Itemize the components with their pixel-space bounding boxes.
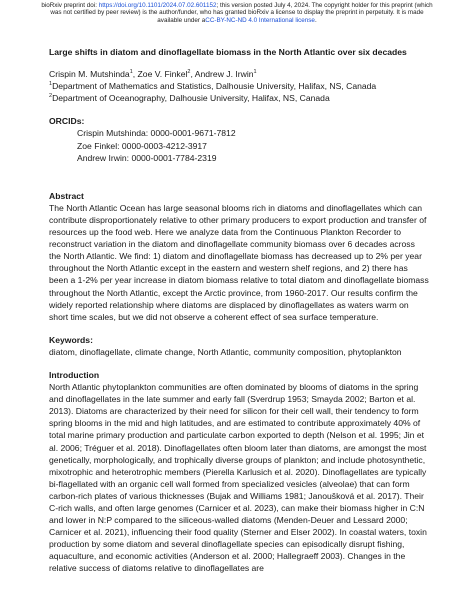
keywords-heading: Keywords:	[49, 334, 93, 345]
affiliation	[49, 80, 429, 92]
header-text: .	[314, 16, 317, 24]
doi-link[interactable]: https://doi.org/10.1101/2024.07.02.601152	[98, 2, 217, 9]
affiliation-text: Department of Mathematics and Statistics, Dalhousie University, Halifax, NS, Canada	[52, 81, 377, 92]
orcid-entry: Andrew Irwin: 0000-0001-7784-2319	[77, 152, 217, 163]
orcid-entry: Crispin Mutshinda: 0000-0001-9671-7812	[77, 128, 236, 139]
affiliation-marker: 2	[49, 93, 53, 100]
paper-title: Large shifts in diatom and dinoflagellate biomass in the North Atlantic over six decades	[49, 47, 407, 57]
author-list	[49, 68, 429, 80]
abstract-text: The North Atlantic Ocean has large seasonal blooms rich in diatoms and dinoflagellates which can contribute disproportionately relative to other primary producers to export production and transfer of resources up the food web. Here we analyze data from the Continuous Plankton Recorder to reconstruct variation in the diatom and dinoflagellate community biomass over 6 decades across the North Atlantic. We find: 1) diatom and dinoflagellate biomass has decreased up to 2% per year throughout the North Atlantic except in the eastern and western shelf regions, and 2) there has been a 1-2% per year increase in diatom biomass relative to total diatom and dinoflagellate biomass throughout the North Atlantic, except the Arctic province, from 1960-2017. Our results confirm the widely reported relationship where diatoms are displaced by dinoflagellates as waters warm on short time scales, but we did not observe a coherent effect of sea surface temperature.	[49, 202, 429, 322]
header-text: available under a	[157, 16, 206, 24]
affiliation-marker: 1	[253, 69, 257, 76]
header-text: ; this version posted July 4, 2024. The copyright holder for this preprint (which	[216, 2, 433, 9]
author-name: Crispin M. Mutshinda	[49, 69, 130, 80]
header-line-3	[0, 17, 474, 24]
affiliation	[49, 92, 429, 104]
abstract-heading: Abstract	[49, 190, 84, 201]
introduction-heading: Introduction	[49, 369, 100, 380]
affiliation-marker: 1	[129, 69, 133, 76]
header-line-2: was not certified by peer review) is the author/funder, who has granted bioRxiv a license to display the preprint in perpetuity. It is made	[50, 9, 424, 17]
orcid-entry: Zoe Finkel: 0000-0003-4212-3917	[77, 140, 207, 151]
author-name: , Andrew J. Irwin	[190, 69, 254, 80]
affiliation-text: Department of Oceanography, Dalhousie University, Halifax, NS, Canada	[52, 93, 330, 104]
preprint-header	[0, 2, 474, 24]
author-name: , Zoe V. Finkel	[132, 69, 188, 80]
header-text: bioRxiv preprint doi:	[41, 2, 99, 9]
license-link[interactable]: CC-BY-NC-ND 4.0 International license	[205, 16, 315, 24]
affiliation-marker: 2	[187, 69, 191, 76]
introduction-text: North Atlantic phytoplankton communities are often dominated by blooms of diatoms in the spring and dinoflagellates in the late summer and early fall (Sverdrup 1953; Smayda 2002; Barton et al. 2013). Diatoms are characterized by their need for silicon for their cell wall, their tendency to form spring blooms in the mid and high latitudes, and are estimated to contribute approximately 40% of total marine primary production and particulate carbon exported to depth (Nelson et al. 1995; Jin et al. 2006; Tréguer et al. 2018). Dinoflagellates often bloom later than diatoms, are amongst the most genetically, morphologically, and trophically diverse groups of plankton; and include photosynthetic, mixotrophic and heterotrophic members (Pierella Karlusich et al. 2020). Dinoflagellates are typically bi-flagellated with an organic cell wall formed from specialized vesicles (alveolae) that can form carbon-rich plates of various thicknesses (Bujak and Williams 1981; Janoušková et al. 2017). Their C-rich walls, and often large genomes (Carnicer et al. 2023), can make their biomass higher in C:N and lower in N:P compared to the siliceous-walled diatoms (Menden-Deuer and Lessard 2000; Carnicer et al. 2021), influencing their food quality (Sterner and Elser 2002). In coastal waters, toxin production by some diatom and several dinoflagellate species can episodically disrupt fishing, aquaculture, and economic activities (Anderson et al. 2000; Hallegraeff 2003). Changes in the relative success of diatoms relative to dinoflagellates are	[49, 382, 427, 574]
keywords-text: diatom, dinoflagellate, climate change, North Atlantic, community composition, phytoplankton	[49, 346, 402, 357]
affiliation-marker: 1	[49, 81, 53, 88]
orcid-heading: ORCIDs:	[49, 116, 85, 127]
paper-body	[49, 46, 429, 575]
orcid-list	[49, 127, 429, 163]
header-line-1	[0, 2, 474, 9]
